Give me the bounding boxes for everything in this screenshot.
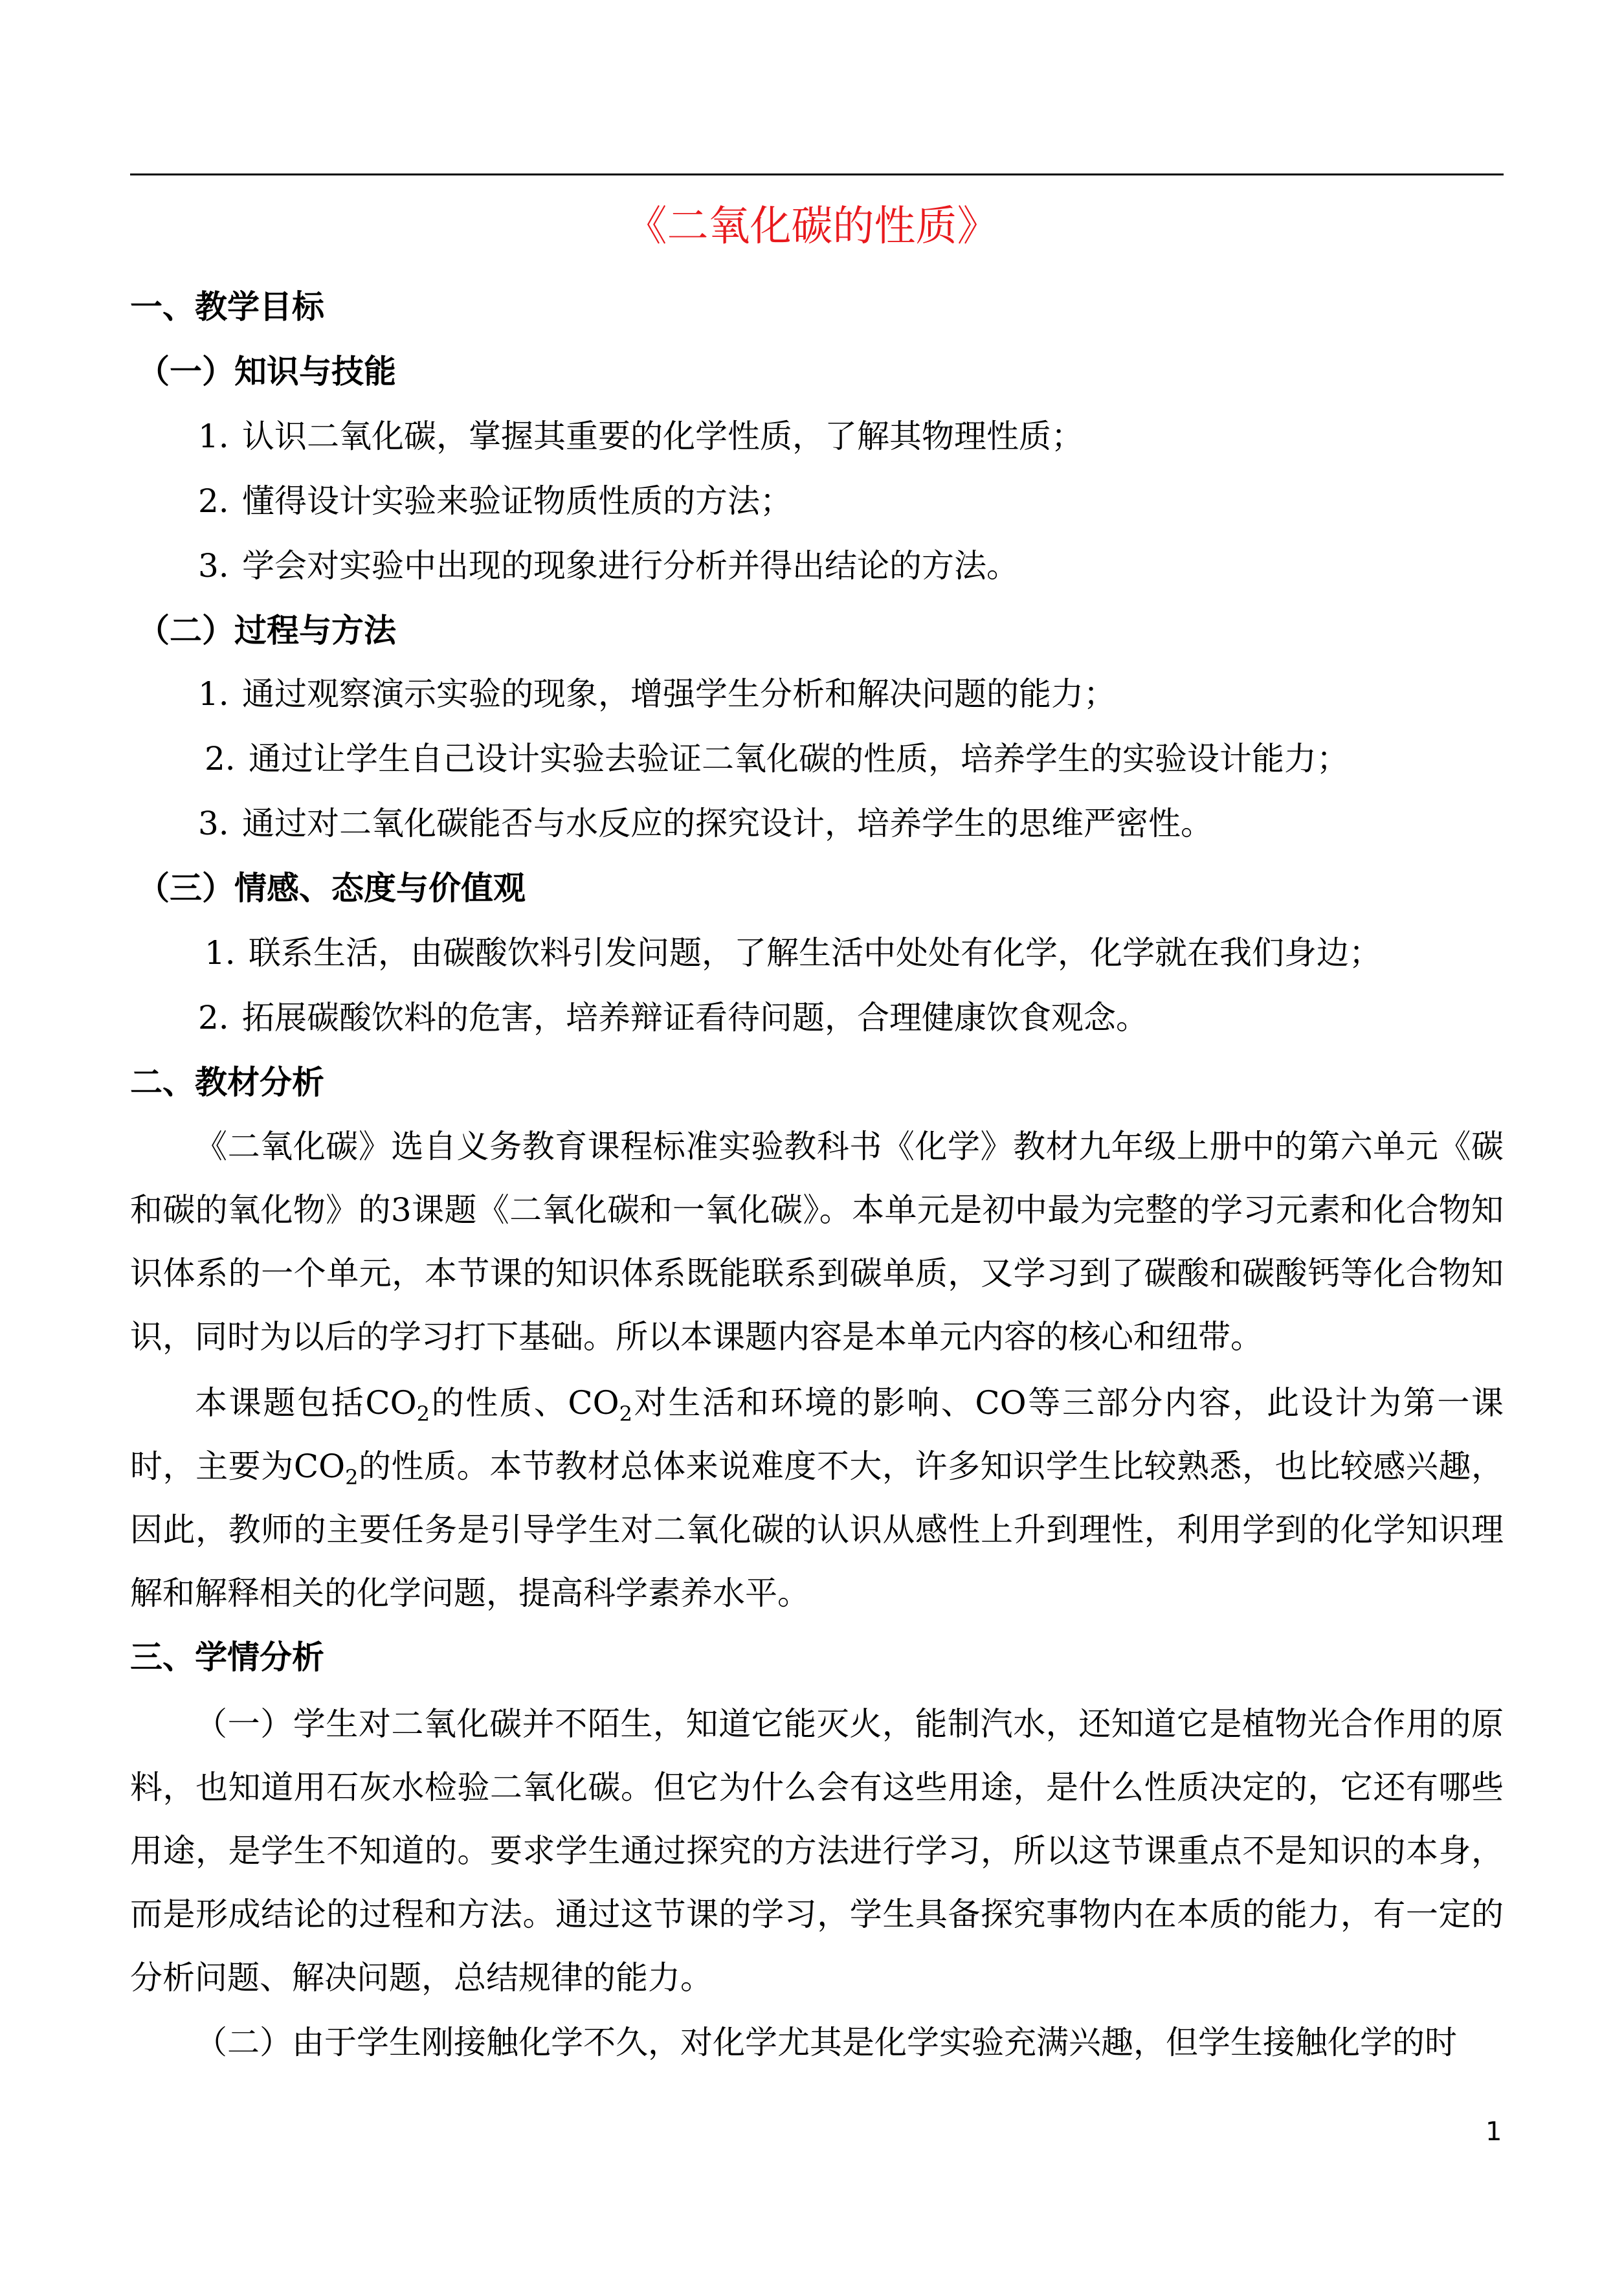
formula-co2: CO [365,1384,417,1422]
list-number: 1. [198,675,229,713]
page-number: 1 [1485,2117,1502,2147]
section-heading-material: 二、教材分析 [130,1064,324,1101]
list-number: 2. [198,999,229,1036]
list-text: 通过让学生自己设计实验去验证二氧化碳的性质，培养学生的实验设计能力； [249,740,1349,777]
section-heading-objectives: 一、教学目标 [130,288,324,326]
list-number: 3. [198,805,229,842]
list-text: 联系生活，由碳酸饮料引发问题，了解生活中处处有化学，化学就在我们身边； [249,934,1381,972]
text-run: 的性质、 [429,1384,568,1422]
subscript: 2 [416,1402,430,1426]
list-item [205,735,1349,782]
list-item [198,800,1213,847]
list-item [198,542,1019,589]
text-run: 的性质。本节教材总体来说难度不大，许多知识学生比较熟悉，也比较感兴趣，因此，教师的主要任务是引导学生对二氧化碳的认识从感性上升到理性，利用学到的化学知识理解和解释相关的化学问题，提高科学素养水平。 [130,1448,1504,1612]
formula-co2: CO [568,1384,619,1422]
list-item [198,413,1084,460]
paragraph-students-1: （一）学生对二氧化碳并不陌生，知道它能灭火，能制汽水，还知道它是植物光合作用的原料，也知道用石灰水检验二氧化碳。但它为什么会有这些用途，是什么性质决定的，它还有哪些用途，是学生不知道的。要求学生通过探究的方法进行学习，所以这节课重点不是知识的本身，而是形成结论的过程和方法。通过这节课的学习，学生具备探究事物内在本质的能力，有一定的分析问题、解决问题，总结规律的能力。 [130,1705,1504,1997]
list-number: 3. [198,547,229,585]
list-number: 1. [205,934,236,972]
list-text: 通过对二氧化碳能否与水反应的探究设计，培养学生的思维严密性。 [242,805,1213,842]
formula-co2: CO [293,1448,346,1485]
header-rule [130,173,1504,175]
subscript: 2 [345,1465,359,1490]
section-heading-students: 三、学情分析 [130,1639,324,1676]
paragraph-students-2: （二）由于学生刚接触化学不久，对化学尤其是化学实验充满兴趣，但学生接触化学的时 [195,2024,1457,2061]
subsection-heading-process: （二）过程与方法 [137,612,396,649]
subscript: 2 [619,1402,632,1426]
list-text: 通过观察演示实验的现象，增强学生分析和解决问题的能力； [242,675,1116,713]
list-number: 1. [198,418,229,455]
subsection-heading-values: （三）情感、态度与价值观 [137,869,526,907]
text-run: 对生活和环境的影响、CO等三部分内容，此设计为第一课时，主要为 [130,1384,1504,1485]
list-item [198,478,792,524]
text-run: 本课题包括 [195,1384,366,1422]
list-text: 学会对实验中出现的现象进行分析并得出结论的方法。 [242,547,1019,585]
paragraph-material-2 [130,1371,1504,1625]
list-item [198,994,1148,1041]
list-number: 2. [198,482,229,520]
list-text: 懂得设计实验来验证物质性质的方法； [242,482,792,520]
paragraph-material-1: 《二氧化碳》选自义务教育课程标准实验教科书《化学》教材九年级上册中的第六单元《碳和碳的氧化物》的3课题《二氧化碳和一氧化碳》。本单元是初中最为完整的学习元素和化合物知识体系的一个单元，本节课的知识体系既能联系到碳单质，又学习到了碳酸和碳酸钙等化合物知识，同时为以后的学习打下基础。所以本课题内容是本单元内容的核心和纽带。 [130,1128,1504,1356]
document-title: 《二氧化碳的性质》 [625,203,999,251]
subsection-heading-knowledge: （一）知识与技能 [137,353,396,390]
list-number: 2. [205,740,236,777]
list-text: 认识二氧化碳，掌握其重要的化学性质，了解其物理性质； [242,418,1084,455]
list-item [198,671,1116,717]
list-text: 拓展碳酸饮料的危害，培养辩证看待问题，合理健康饮食观念。 [242,999,1148,1036]
list-item [205,930,1381,976]
